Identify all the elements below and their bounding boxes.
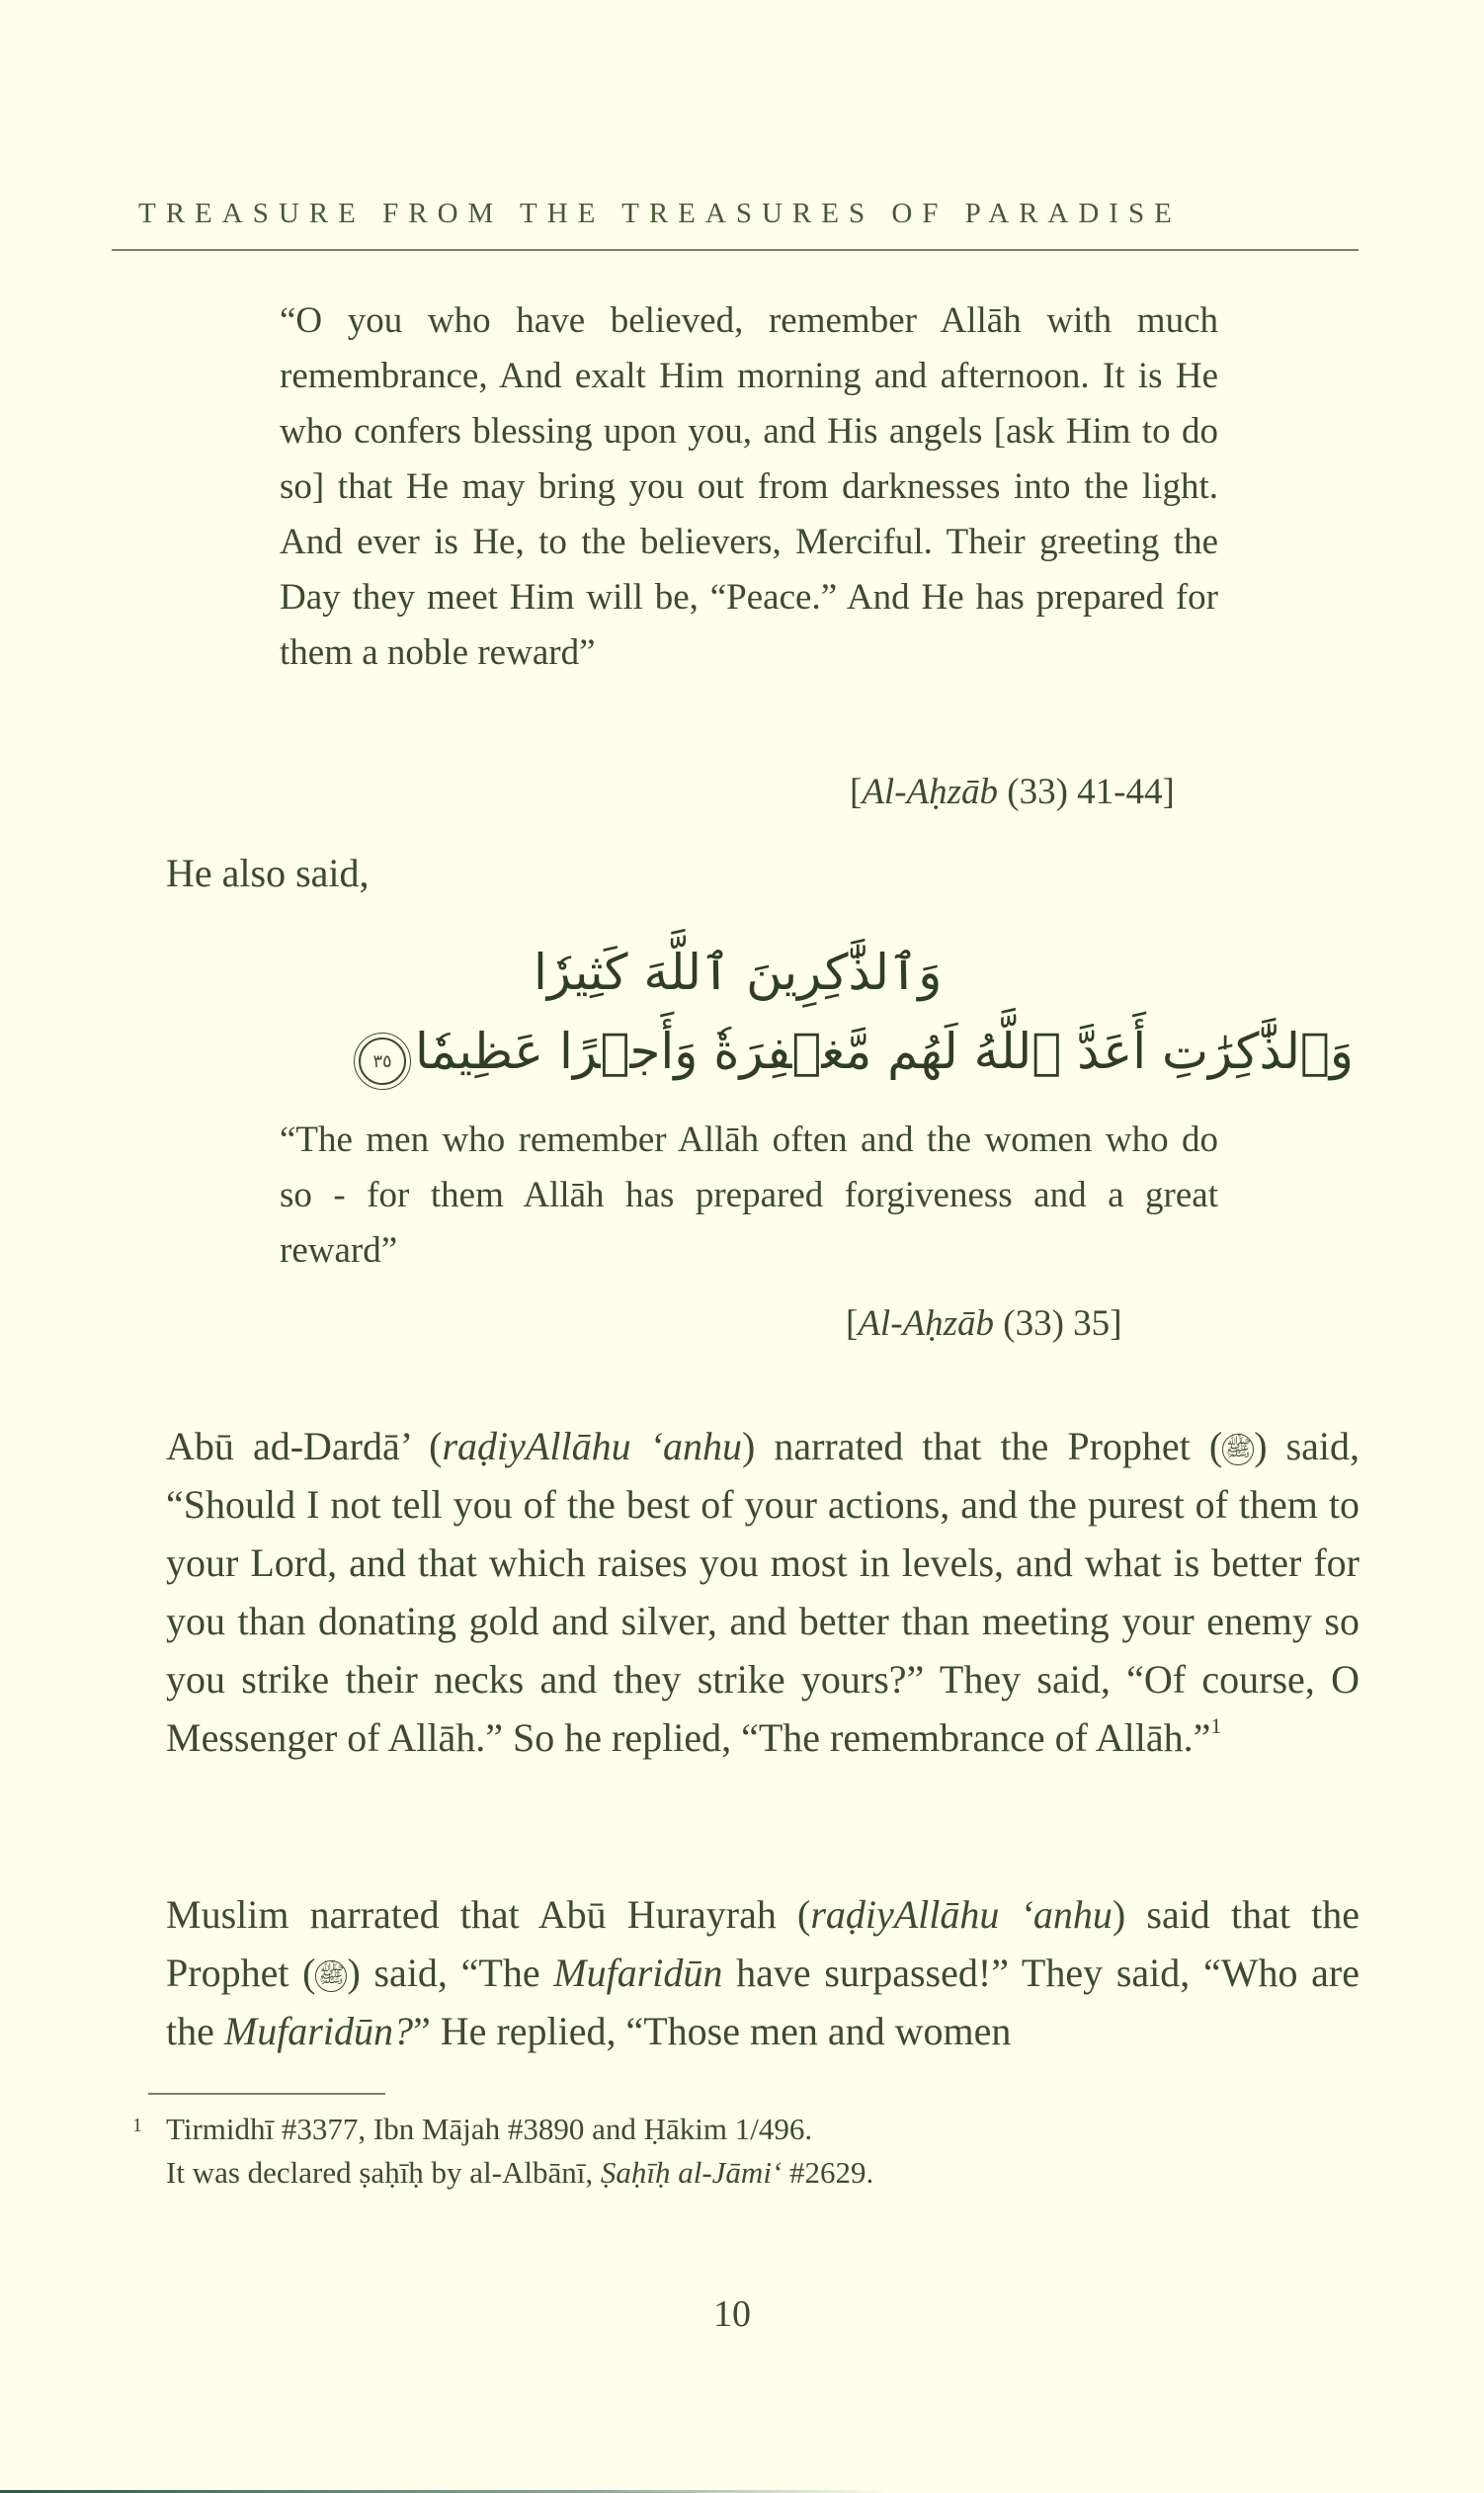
footnote (128, 2108, 1116, 2195)
citation-surah: Al-Aḥzāb (862, 772, 999, 812)
footnote-line-1: Tirmidhī #3377, Ibn Mājah #3890 and Ḥākim 1/496. (166, 2112, 813, 2146)
citation-ref: (33) 35 (1003, 1303, 1111, 1344)
page-number: 10 (713, 2293, 751, 2335)
arabic-verse-line-2: وَٱلذَّٰكِرَٰتِ أَعَدَّ ٱللَّهُ لَهُم مَّغۡفِرَةٗ وَأَجۡرًا عَظِيمٗا (415, 1023, 1355, 1080)
term: Mufaridūn (553, 1951, 723, 1995)
footnote-rule (148, 2093, 385, 2095)
text: have surpassed!” They said, “Who are the (166, 1951, 1360, 2053)
arabic-verse-line-1: وَٱلذَّٰكِرِينَ ٱللَّهَ كَثِيرٗا (534, 944, 943, 1001)
paragraph-abu-hurayrah (166, 1885, 1360, 2060)
footnote-ref[interactable]: 1 (1210, 1713, 1222, 1738)
running-head: TREASURE FROM THE TREASURES OF PARADISE (138, 198, 1182, 229)
header-rule (112, 249, 1359, 251)
text: ) said, “Should I not tell you of the best of your actions, and the purest of them to your Lord, and that which raises you most in levels, and what is better for you than donating gold and silver, and better than meeting your enemy so you strike their necks and they strike yours?” They said, “Of course, O Messenger of Allāh.” So he replied, “The remembrance of Allāh.” (166, 1424, 1360, 1760)
quran-translation-1: “O you who have believed, remember Allāh with much remembrance, And exalt Him morning and afternoon. It is He who confers blessing upon you, and His angels [ask Him to do so] that He may bring you out from darknesses into the light. And ever is He, to the believers, Merciful. Their greeting the Day they meet Him will be, “Peace.” And He has prepared for them a noble reward” (280, 300, 1218, 673)
text: ” He replied, “Those men and women (413, 2009, 1012, 2053)
paragraph-abu-darda (166, 1417, 1360, 1767)
salawat-icon: ﷺ (1222, 1434, 1254, 1465)
honorific: raḍiyAllāhu ‘anhu (442, 1424, 742, 1468)
text: ) said, “The (347, 1951, 554, 1995)
book-title: Ṣaḥīḥ al-Jāmi‘ (600, 2155, 783, 2190)
quran-translation-2: “The men who remember Allāh often and the women who do so - for them Allāh has prepared forgiveness and a great reward” (280, 1120, 1218, 1271)
text: It was declared ṣaḥīḥ by al-Albānī, (166, 2155, 601, 2190)
ayah-number-marker: ٣٥ (359, 1038, 406, 1085)
text: ) said that the Prophet ( (166, 1892, 1360, 1995)
footnote-line-2 (166, 2151, 1116, 2195)
citation-surah: Al-Aḥzāb (858, 1303, 995, 1344)
text: Abū ad-Dardā’ ( (166, 1424, 443, 1468)
salawat-icon: ﷺ (315, 1960, 347, 1992)
text: #2629. (782, 2155, 874, 2190)
citation-2: [Al-Aḥzāb (33) 35] (846, 1303, 1122, 1344)
he-also-said: He also said, (166, 851, 370, 895)
citation-ref: (33) 41-44 (1007, 772, 1163, 812)
term: Mufaridūn? (223, 2009, 413, 2053)
footnote-number: 1 (132, 2115, 142, 2136)
citation-1: [Al-Aḥzāb (33) 41-44] (850, 772, 1175, 812)
text: ) narrated that the Prophet ( (741, 1424, 1223, 1468)
honorific: raḍiyAllāhu ‘anhu (810, 1892, 1113, 1937)
text: Muslim narrated that Abū Hurayrah ( (166, 1892, 811, 1937)
